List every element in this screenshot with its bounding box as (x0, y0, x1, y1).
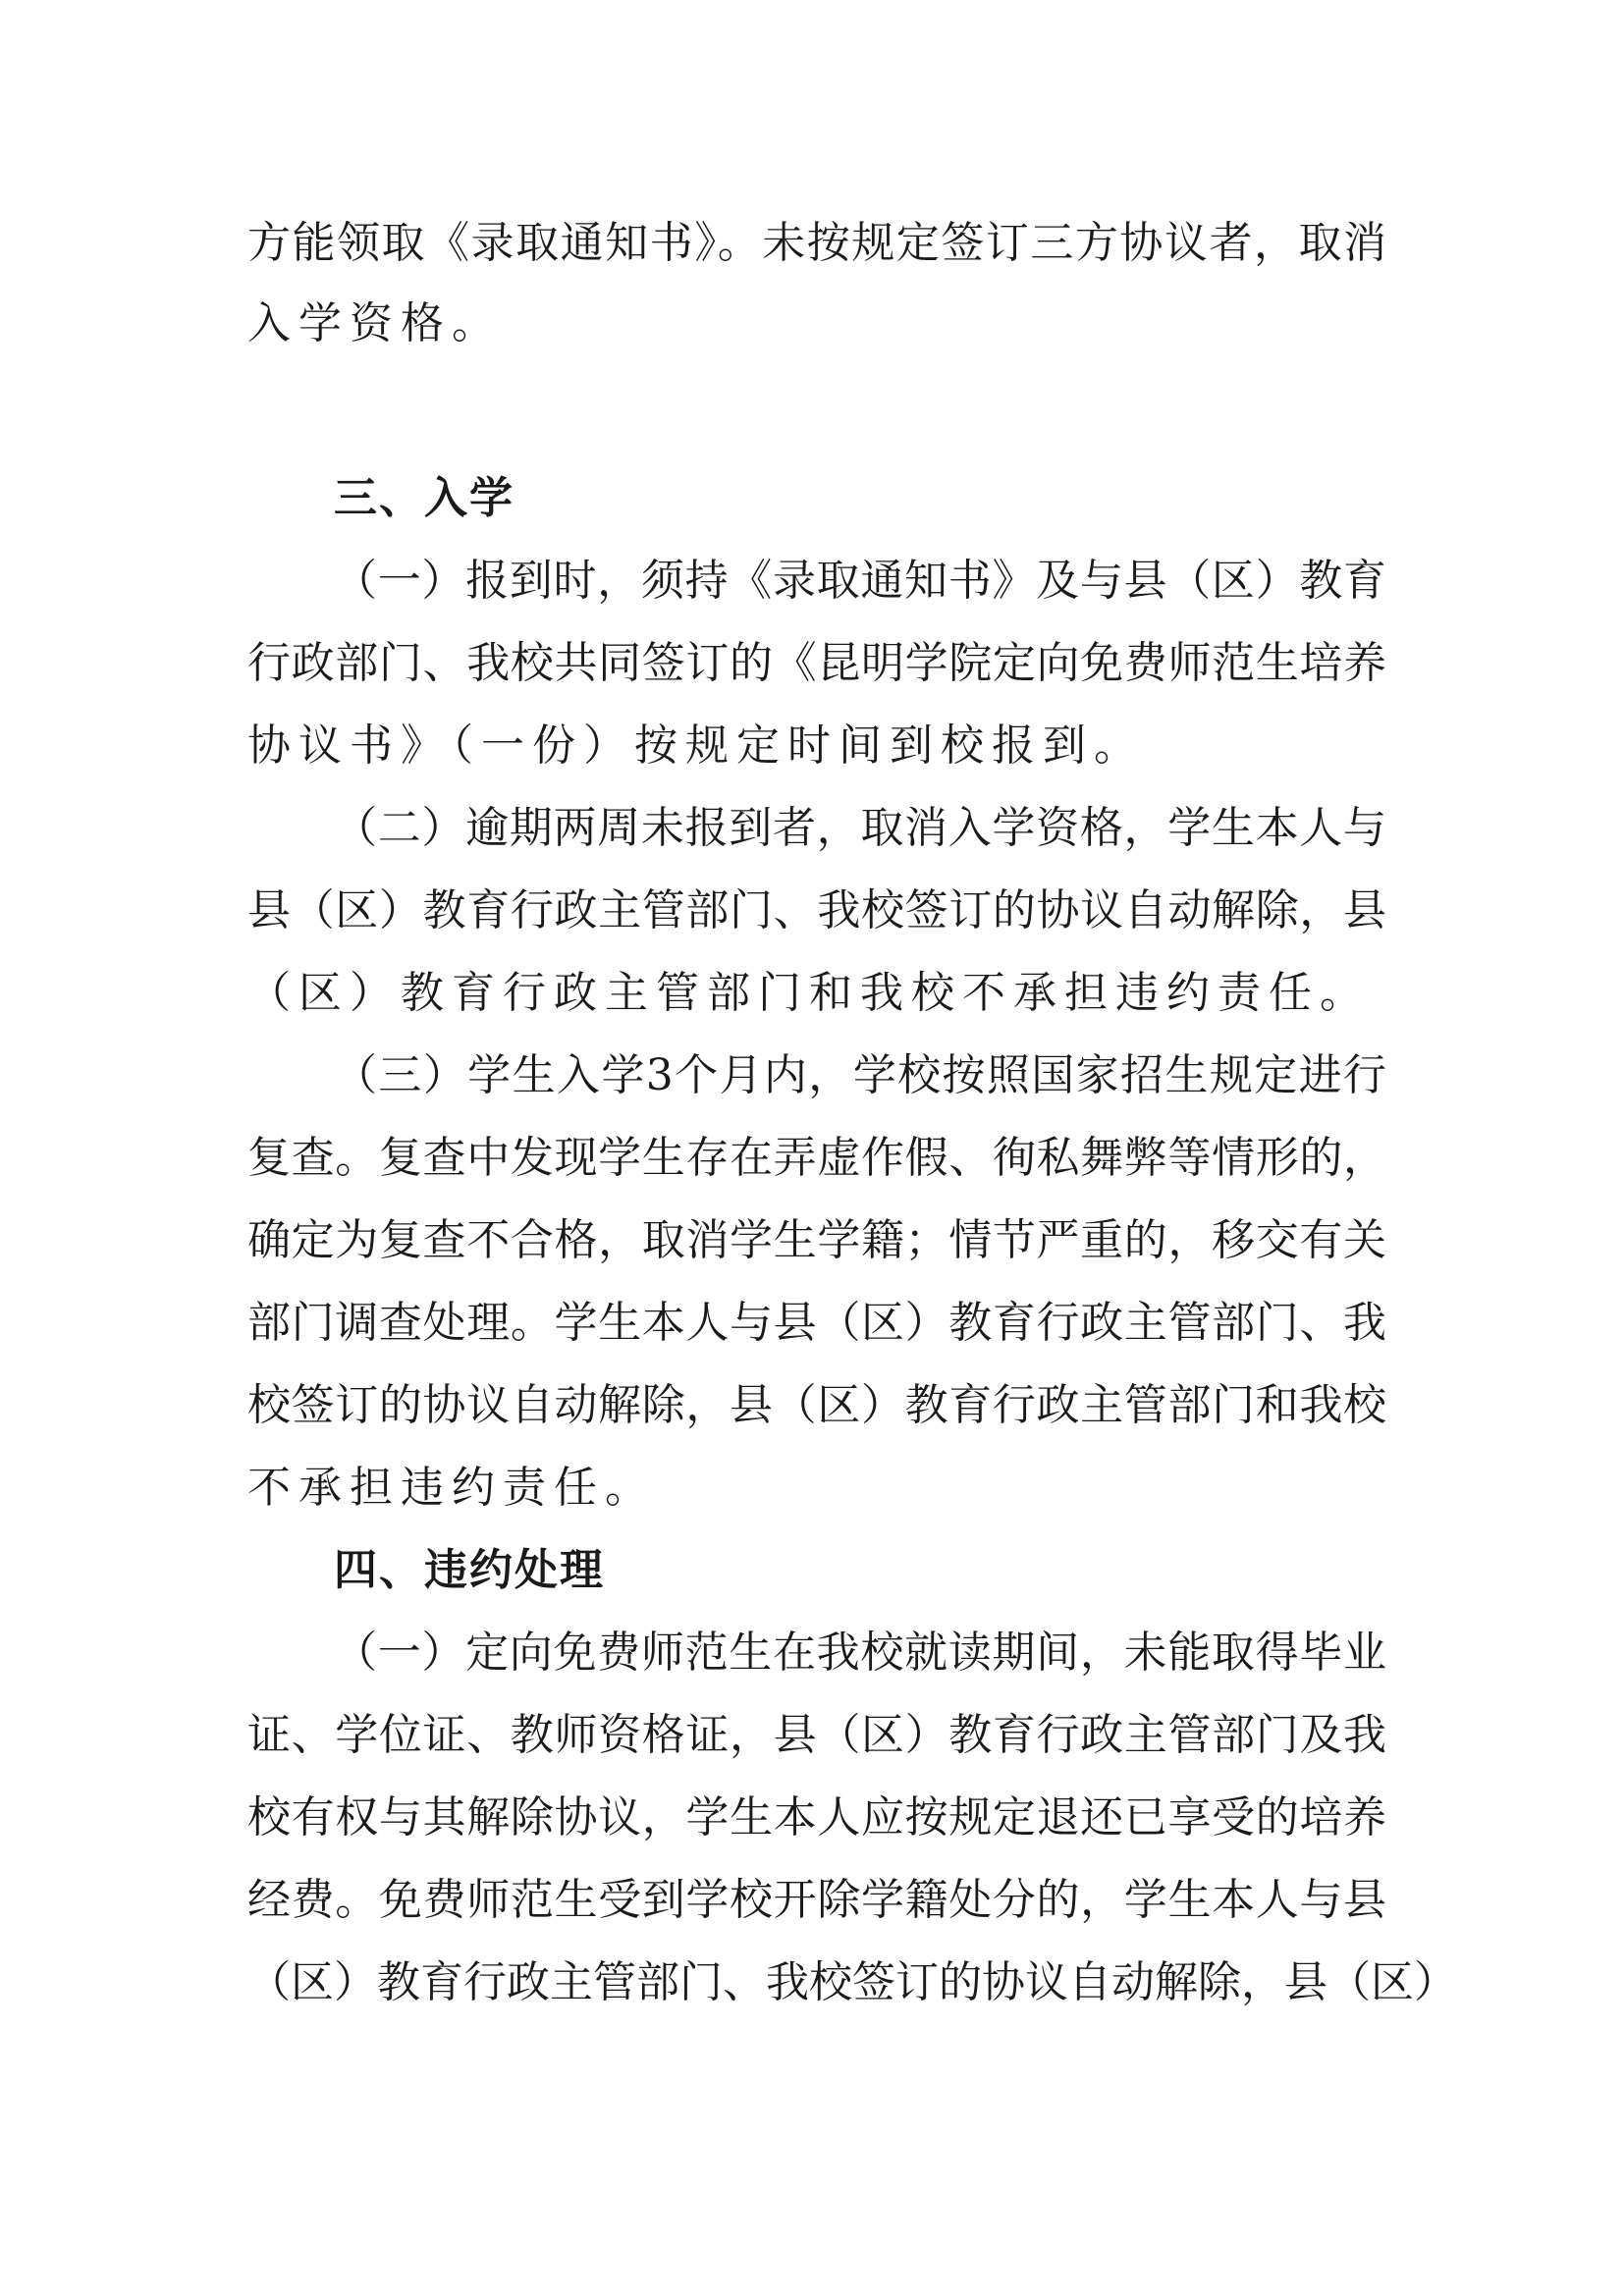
paragraph-line: 部门调查处理。学生本人与县（区）教育行政主管部门、我 (247, 1298, 1386, 1348)
paragraph-line: 复查。复查中发现学生存在弄虚作假、徇私舞弊等情形的， (247, 1133, 1386, 1183)
paragraph-line: 校签订的协议自动解除，县（区）教育行政主管部门和我校 (247, 1380, 1386, 1430)
paragraph-line: 证、学位证、教师资格证，县（区）教育行政主管部门及我 (247, 1710, 1386, 1760)
paragraph-line: 校有权与其解除协议，学生本人应按规定退还已享受的培养 (247, 1792, 1386, 1842)
paragraph-line: 协议书》（一份）按规定时间到校报到。 (247, 721, 1145, 771)
paragraph-line: （一）报到时，须持《录取通知书》及与县（区）教育 (334, 556, 1386, 606)
paragraph-line: 行政部门、我校共同签订的《昆明学院定向免费师范生培养 (247, 638, 1386, 688)
paragraph-line: 确定为复查不合格，取消学生学籍；情节严重的，移交有关 (247, 1215, 1386, 1265)
section-heading-breach: 四、违约处理 (334, 1545, 605, 1595)
paragraph-line: （一）定向免费师范生在我校就读期间，未能取得毕业 (334, 1628, 1386, 1678)
paragraph-line: 入学资格。 (247, 298, 503, 348)
section-heading-admission: 三、入学 (334, 473, 514, 523)
paragraph-line: （二）逾期两周未报到者，取消入学资格，学生本人与 (334, 803, 1386, 853)
paragraph-line: 不承担违约责任。 (247, 1463, 656, 1513)
paragraph-line: 经费。免费师范生受到学校开除学籍处分的，学生本人与县 (247, 1875, 1386, 1925)
paragraph-line: （三）学生入学3个月内，学校按照国家招生规定进行 (334, 1050, 1386, 1100)
paragraph-line: 方能领取《录取通知书》。未按规定签订三方协议者，取消 (247, 218, 1386, 268)
paragraph-line: （区）教育行政主管部门和我校不承担违约责任。 (247, 968, 1371, 1018)
paragraph-line: （区）教育行政主管部门、我校签订的协议自动解除，县（区） (247, 1957, 1457, 2007)
paragraph-line: 县（区）教育行政主管部门、我校签订的协议自动解除，县 (247, 885, 1386, 935)
